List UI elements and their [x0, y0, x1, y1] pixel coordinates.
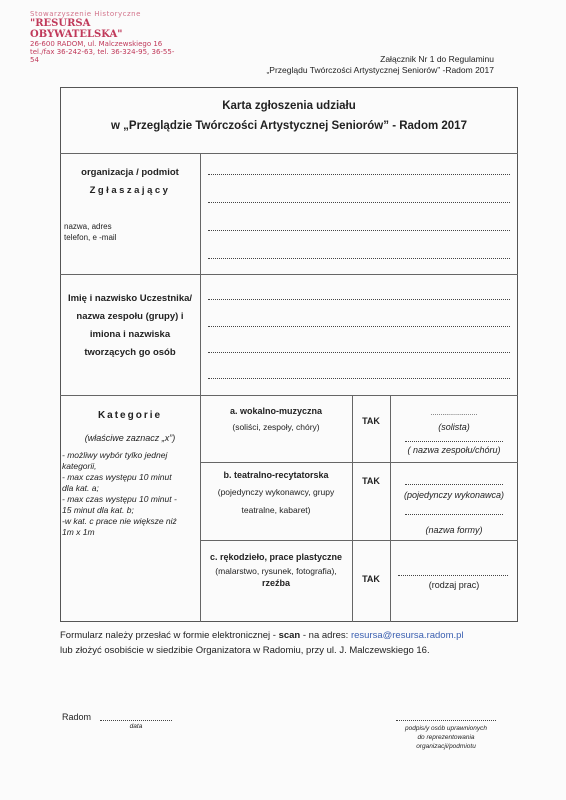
- participant-line-4[interactable]: [208, 378, 510, 379]
- category-a-opt2: ( nazwa zespołu/chóru): [407, 445, 501, 455]
- participant-label-3: imiona i nazwiska: [89, 329, 171, 340]
- category-c-opt1: (rodzaj prac): [428, 580, 480, 590]
- organizer-label-2: Zgłaszający: [89, 185, 171, 196]
- category-c-line[interactable]: [398, 575, 508, 576]
- participant-line-3[interactable]: [208, 352, 510, 353]
- divider: [60, 153, 518, 154]
- participant-label-4: tworzących go osób: [84, 347, 176, 358]
- signature-label-1: podpis/y osób uprawnionych: [404, 725, 488, 732]
- row-divider: [200, 540, 518, 541]
- stamp-line-3: 26-600 RADOM, ul. Malczewskiego 16: [30, 40, 163, 48]
- organizer-line-1[interactable]: [208, 174, 510, 175]
- category-b-desc-2: teatralne, kabaret): [241, 505, 311, 515]
- category-c-desc: (malarstwo, rysunek, fotografia),: [215, 566, 337, 576]
- participant-line-1[interactable]: [208, 299, 510, 300]
- category-c-tak[interactable]: TAK: [362, 574, 380, 584]
- category-b-name: b. teatralno-recytatorska: [223, 470, 329, 480]
- category-a-opt1: (solista): [438, 422, 470, 432]
- category-b-line-1[interactable]: [405, 484, 503, 485]
- category-a-line[interactable]: [405, 441, 503, 442]
- email-link[interactable]: resursa@resursa.radom.pl: [350, 630, 464, 641]
- divider: [60, 274, 518, 275]
- organizer-line-4[interactable]: [208, 258, 510, 259]
- rule-line: -w kat. c prace nie większe niż: [62, 516, 177, 526]
- participant-label-2: nazwa zespołu (grupy) i: [76, 311, 184, 322]
- footer-text: Formularz należy przesłać w formie elektronicznej -: [60, 630, 279, 641]
- annex-note: [266, 54, 494, 76]
- category-b-opt1: (pojedynczy wykonawca): [403, 490, 505, 500]
- signature-line[interactable]: [396, 720, 496, 721]
- stamp-line-1: Stowarzyszenie Historyczne: [30, 10, 141, 18]
- organizer-sub-2: telefon, e -mail: [64, 233, 117, 242]
- footer-line-1: [60, 630, 464, 641]
- stamp-line-2: "RESURSA OBYWATELSKA": [30, 18, 123, 40]
- category-a-desc: (soliści, zespoły, chóry): [232, 422, 320, 432]
- date-label: data: [129, 723, 143, 730]
- category-a-dots[interactable]: ........................: [430, 410, 478, 417]
- organizer-line-2[interactable]: [208, 202, 510, 203]
- signature-label: [380, 724, 512, 751]
- category-b-tak[interactable]: TAK: [362, 476, 380, 486]
- category-a-name: a. wokalno-muzyczna: [229, 406, 323, 416]
- organizer-sub-1: nazwa, adres: [64, 222, 112, 231]
- rule-line: - możliwy wybór tylko jednej: [62, 450, 168, 460]
- footer-line-2: lub złożyć osobiście w siedzibie Organizatora w Radomiu, przy ul. J. Malczewskiego 16.: [60, 645, 430, 656]
- participant-line-2[interactable]: [208, 326, 510, 327]
- category-b-desc-1: (pojedynczy wykonawcy, grupy: [217, 487, 335, 497]
- signature-label-3: organizacji/podmiotu: [416, 743, 476, 750]
- rule-line: kategorii,: [62, 461, 97, 471]
- date-line[interactable]: [100, 720, 172, 721]
- category-b-opt2: (nazwa formy): [425, 525, 483, 535]
- rule-line: 1m x 1m: [62, 527, 95, 537]
- form-title-line-1: Karta zgłoszenia udziału: [222, 100, 356, 112]
- categories-rules: [62, 450, 200, 538]
- categories-title: Kategorie: [97, 410, 163, 421]
- signature-label-2: do reprezentowania: [417, 734, 475, 741]
- category-c-name: c. rękodzieło, prace plastyczne: [209, 552, 343, 562]
- divider: [60, 395, 518, 396]
- organizer-line-3[interactable]: [208, 230, 510, 231]
- rule-line: dla kat. a;: [62, 483, 99, 493]
- participant-label-1: Imię i nazwisko Uczestnika/: [67, 293, 193, 304]
- category-b-line-2[interactable]: [405, 514, 503, 515]
- column-divider: [352, 395, 353, 622]
- place-label: Radom: [62, 712, 92, 722]
- rule-line: 15 minut dla kat. b;: [62, 505, 134, 515]
- rule-line: - max czas występu 10 minut: [62, 472, 172, 482]
- form-title-line-2: w „Przeglądzie Twórczości Artystycznej Seniorów” - Radom 2017: [111, 120, 467, 132]
- footer-text-mid: - na adres:: [300, 630, 351, 641]
- organizer-stamp: [30, 10, 180, 64]
- footer-scan: scan: [278, 630, 301, 641]
- annex-line-1: Załącznik Nr 1 do Regulaminu: [380, 54, 494, 64]
- stamp-line-4: tel./fax 36-242-63, tel. 36-324-95, 36-55-54: [30, 48, 175, 64]
- row-divider: [200, 462, 518, 463]
- organizer-label: organizacja / podmiot: [81, 167, 179, 178]
- rule-line: - max czas występu 10 minut -: [62, 494, 177, 504]
- annex-line-2: „Przeglądu Twórczości Artystycznej Seniorów” -Radom 2017: [266, 65, 494, 75]
- categories-hint: (właściwe zaznacz „x”): [84, 433, 176, 443]
- category-c-name-2: rzeźba: [261, 578, 290, 588]
- category-a-tak[interactable]: TAK: [362, 416, 380, 426]
